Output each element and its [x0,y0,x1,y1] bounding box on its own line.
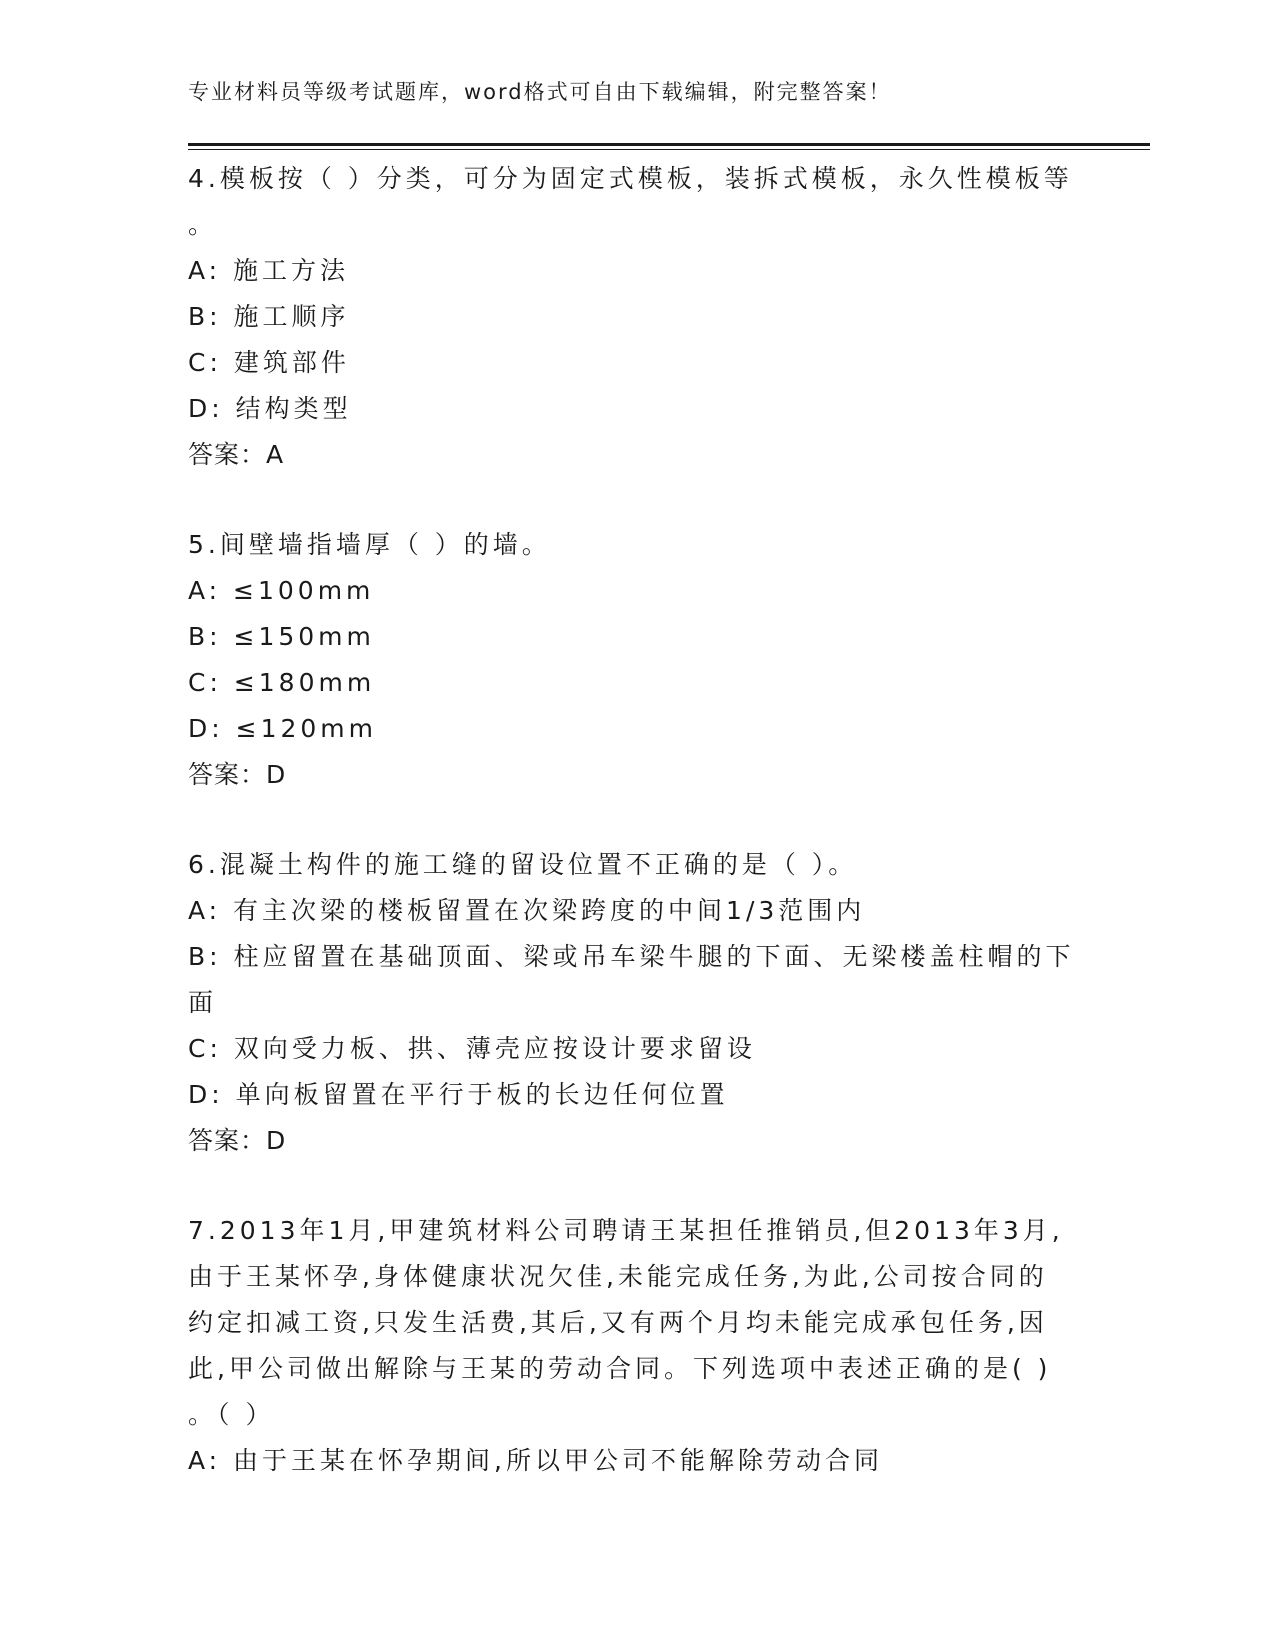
answer-option: D: ≤120mm [188,714,377,743]
answer-option: D: 结构类型 [188,394,352,423]
question-stem-line: 此,甲公司做出解除与王某的劳动合同。下列选项中表述正确的是( ) [188,1354,1052,1383]
question-list [188,156,1088,1484]
answer-option: B: ≤150mm [188,622,375,651]
question-block [188,522,1088,798]
answer-option: A: 施工方法 [188,256,350,285]
answer-option: D: 单向板留置在平行于板的长边任何位置 [188,1080,729,1109]
question-spacer [188,478,1088,522]
page-header: 专业材料员等级考试题库，word格式可自由下载编辑，附完整答案！ [188,80,892,104]
question-stem-line: 5.间壁墙指墙厚（ ）的墙。 [188,530,551,559]
question-stem-line: 4.模板按（ ）分类，可分为固定式模板，装拆式模板，永久性模板等 [188,164,1073,193]
question-spacer [188,798,1088,842]
answer-key: 答案：A [188,440,285,469]
question-stem-line: 。 [188,210,218,239]
answer-option: A: 有主次梁的楼板留置在次梁跨度的中间1/3范围内 [188,896,866,925]
answer-option: C: 双向受力板、拱、薄壳应按设计要求留设 [188,1034,756,1063]
question-block [188,1208,1088,1484]
header-rule-thin [188,149,1150,150]
question-spacer [188,1164,1088,1208]
answer-option: 面 [188,988,218,1017]
answer-option: B: 施工顺序 [188,302,350,331]
answer-option: A: 由于王某在怀孕期间,所以甲公司不能解除劳动合同 [188,1446,883,1475]
question-stem-line: 7.2013年1月,甲建筑材料公司聘请王某担任推销员,但2013年3月, [188,1216,1064,1245]
question-stem-line: 由于王某怀孕,身体健康状况欠佳,未能完成任务,为此,公司按合同的 [188,1262,1048,1291]
question-block [188,842,1088,1164]
question-block [188,156,1088,478]
answer-option: A: ≤100mm [188,576,375,605]
answer-option: C: 建筑部件 [188,348,350,377]
header-rule-thick [188,143,1150,146]
question-stem-line: 。（ ） [188,1400,275,1429]
answer-option: C: ≤180mm [188,668,376,697]
answer-option: B: 柱应留置在基础顶面、梁或吊车梁牛腿的下面、无梁楼盖柱帽的下 [188,942,1075,971]
question-stem-line: 约定扣减工资,只发生活费,其后,又有两个月均未能完成承包任务,因 [188,1308,1048,1337]
answer-key: 答案：D [188,760,287,789]
question-stem-line: 6.混凝土构件的施工缝的留设位置不正确的是（ ）。 [188,850,858,879]
answer-key: 答案：D [188,1126,287,1155]
